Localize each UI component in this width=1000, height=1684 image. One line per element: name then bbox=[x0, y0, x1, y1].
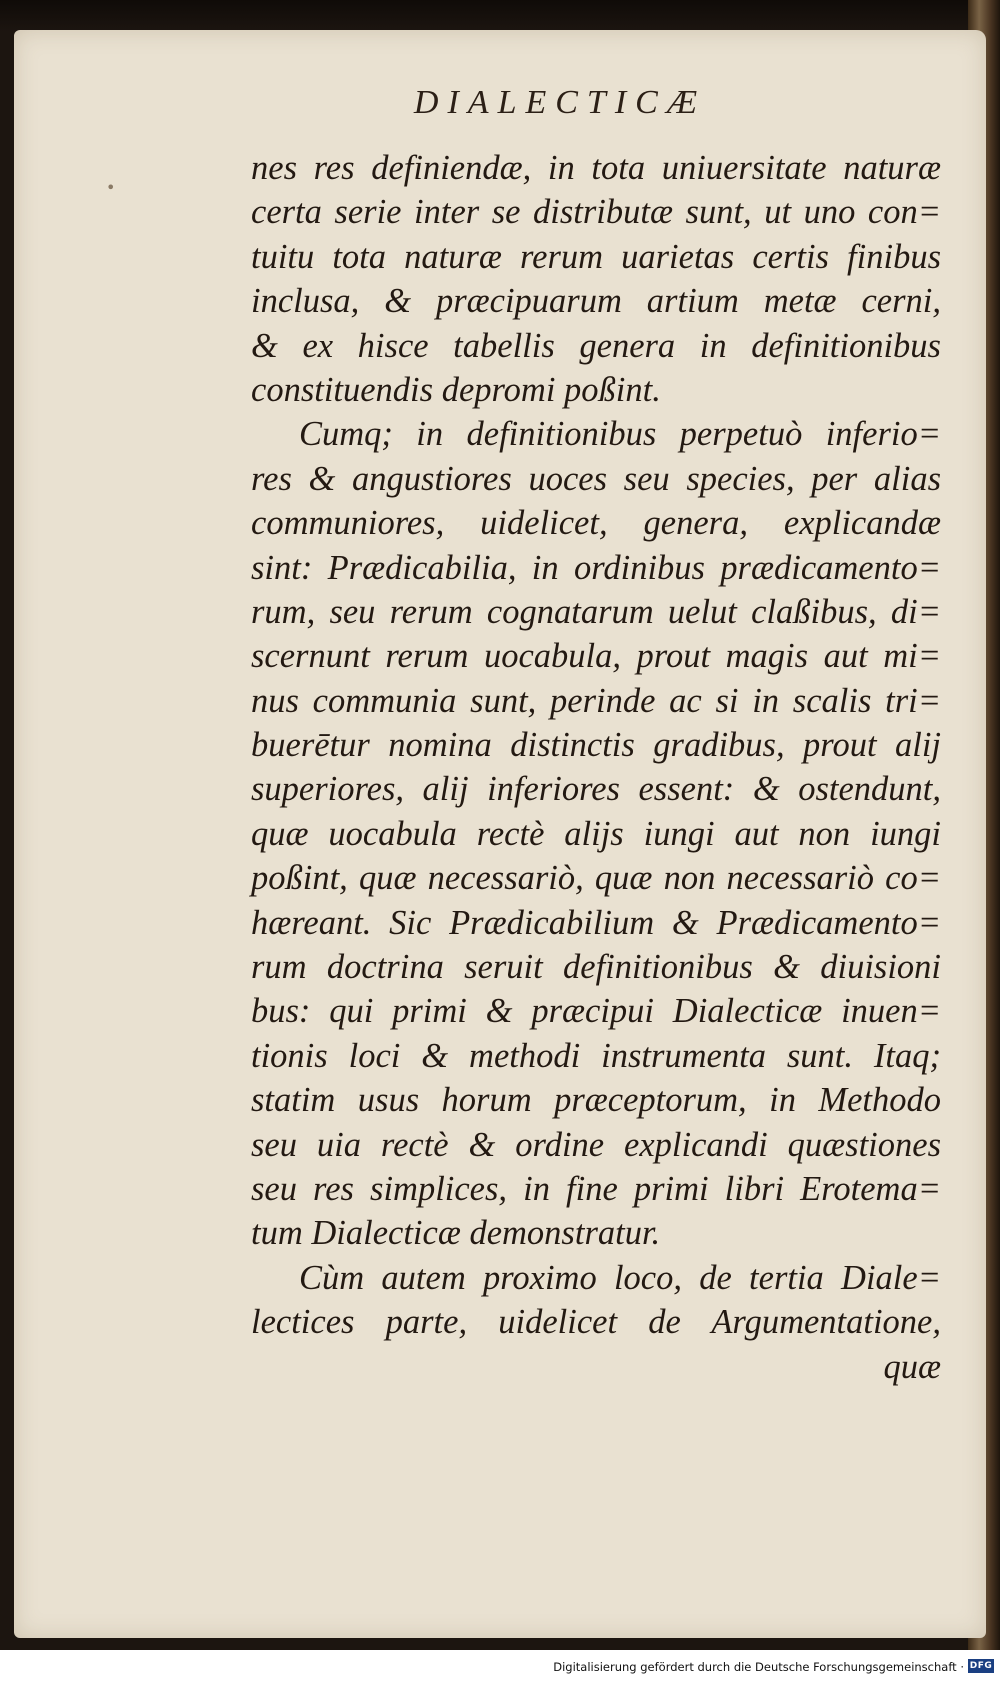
text-line: scernunt rerum uocabula, prout magis aut mi= bbox=[251, 637, 941, 676]
text-line: buerētur nomina distinctis gradibus, prout alij bbox=[251, 726, 941, 765]
catchword: quæ bbox=[883, 1347, 941, 1386]
text-line: Cùm autem proximo loco, de tertia Diale= bbox=[299, 1258, 941, 1297]
page-speck: • bbox=[106, 178, 116, 197]
text-line: superiores, alij inferiores essent: & ostendunt, bbox=[251, 770, 941, 809]
text-line: Cumq; in definitionibus perpetuò inferio= bbox=[299, 415, 941, 454]
text-line: hæreant. Sic Prædicabilium & Prædicamento= bbox=[251, 903, 941, 942]
text-line: res & angustiores uoces seu species, per alias bbox=[251, 459, 941, 498]
text-line: bus: qui primi & præcipui Dialecticæ inuen= bbox=[251, 992, 941, 1031]
text-line: lectices parte, uidelicet de Argumentatione, bbox=[251, 1303, 941, 1342]
book-page bbox=[14, 30, 986, 1638]
text-line: tum Dialecticæ demonstratur. bbox=[251, 1214, 661, 1253]
text-line: sint: Prædicabilia, in ordinibus prædicamento= bbox=[251, 548, 941, 587]
text-line: & ex hisce tabellis genera in definitionibus bbox=[251, 326, 941, 365]
text-line: nes res definiendæ, in tota uniuersitate naturæ bbox=[251, 149, 941, 187]
text-line: poßint, quæ necessariò, quæ non necessariò co= bbox=[251, 859, 941, 898]
text-line: statim usus horum præceptorum, in Methodo bbox=[251, 1081, 941, 1120]
text-line: tuitu tota naturæ rerum uarietas certis finibus bbox=[251, 237, 941, 276]
text-line: inclusa, & præcipuarum artium metæ cerni, bbox=[251, 282, 941, 321]
footer-bar bbox=[0, 1650, 1000, 1684]
text-line: seu res simplices, in fine primi libri Erotema= bbox=[251, 1169, 941, 1208]
text-line: constituendis depromi poßint. bbox=[251, 370, 661, 409]
text-line: seu uia rectè & ordine explicandi quæstiones bbox=[251, 1125, 941, 1164]
text-line: communiores, uidelicet, genera, explicandæ bbox=[251, 504, 941, 543]
body-text bbox=[251, 146, 941, 1389]
text-line: tionis loci & methodi instrumenta sunt. Itaq; bbox=[251, 1036, 941, 1075]
text-line: nus communia sunt, perinde ac si in scalis tri= bbox=[251, 681, 941, 720]
running-head: DIALECTICÆ bbox=[413, 84, 707, 121]
text-line: rum doctrina seruit definitionibus & diuisioni bbox=[251, 948, 941, 987]
text-line: quæ uocabula rectè alijs iungi aut non iungi bbox=[251, 814, 941, 853]
text-line: rum, seu rerum cognatarum uelut claßibus, di= bbox=[251, 592, 941, 631]
funding-credit: Digitalisierung gefördert durch die Deutsche Forschungsgemeinschaft · bbox=[553, 1660, 964, 1674]
book-edge-top bbox=[0, 0, 1000, 32]
dfg-logo-icon: DFG bbox=[969, 1661, 993, 1671]
text-line: certa serie inter se distributæ sunt, ut uno con= bbox=[251, 193, 941, 232]
